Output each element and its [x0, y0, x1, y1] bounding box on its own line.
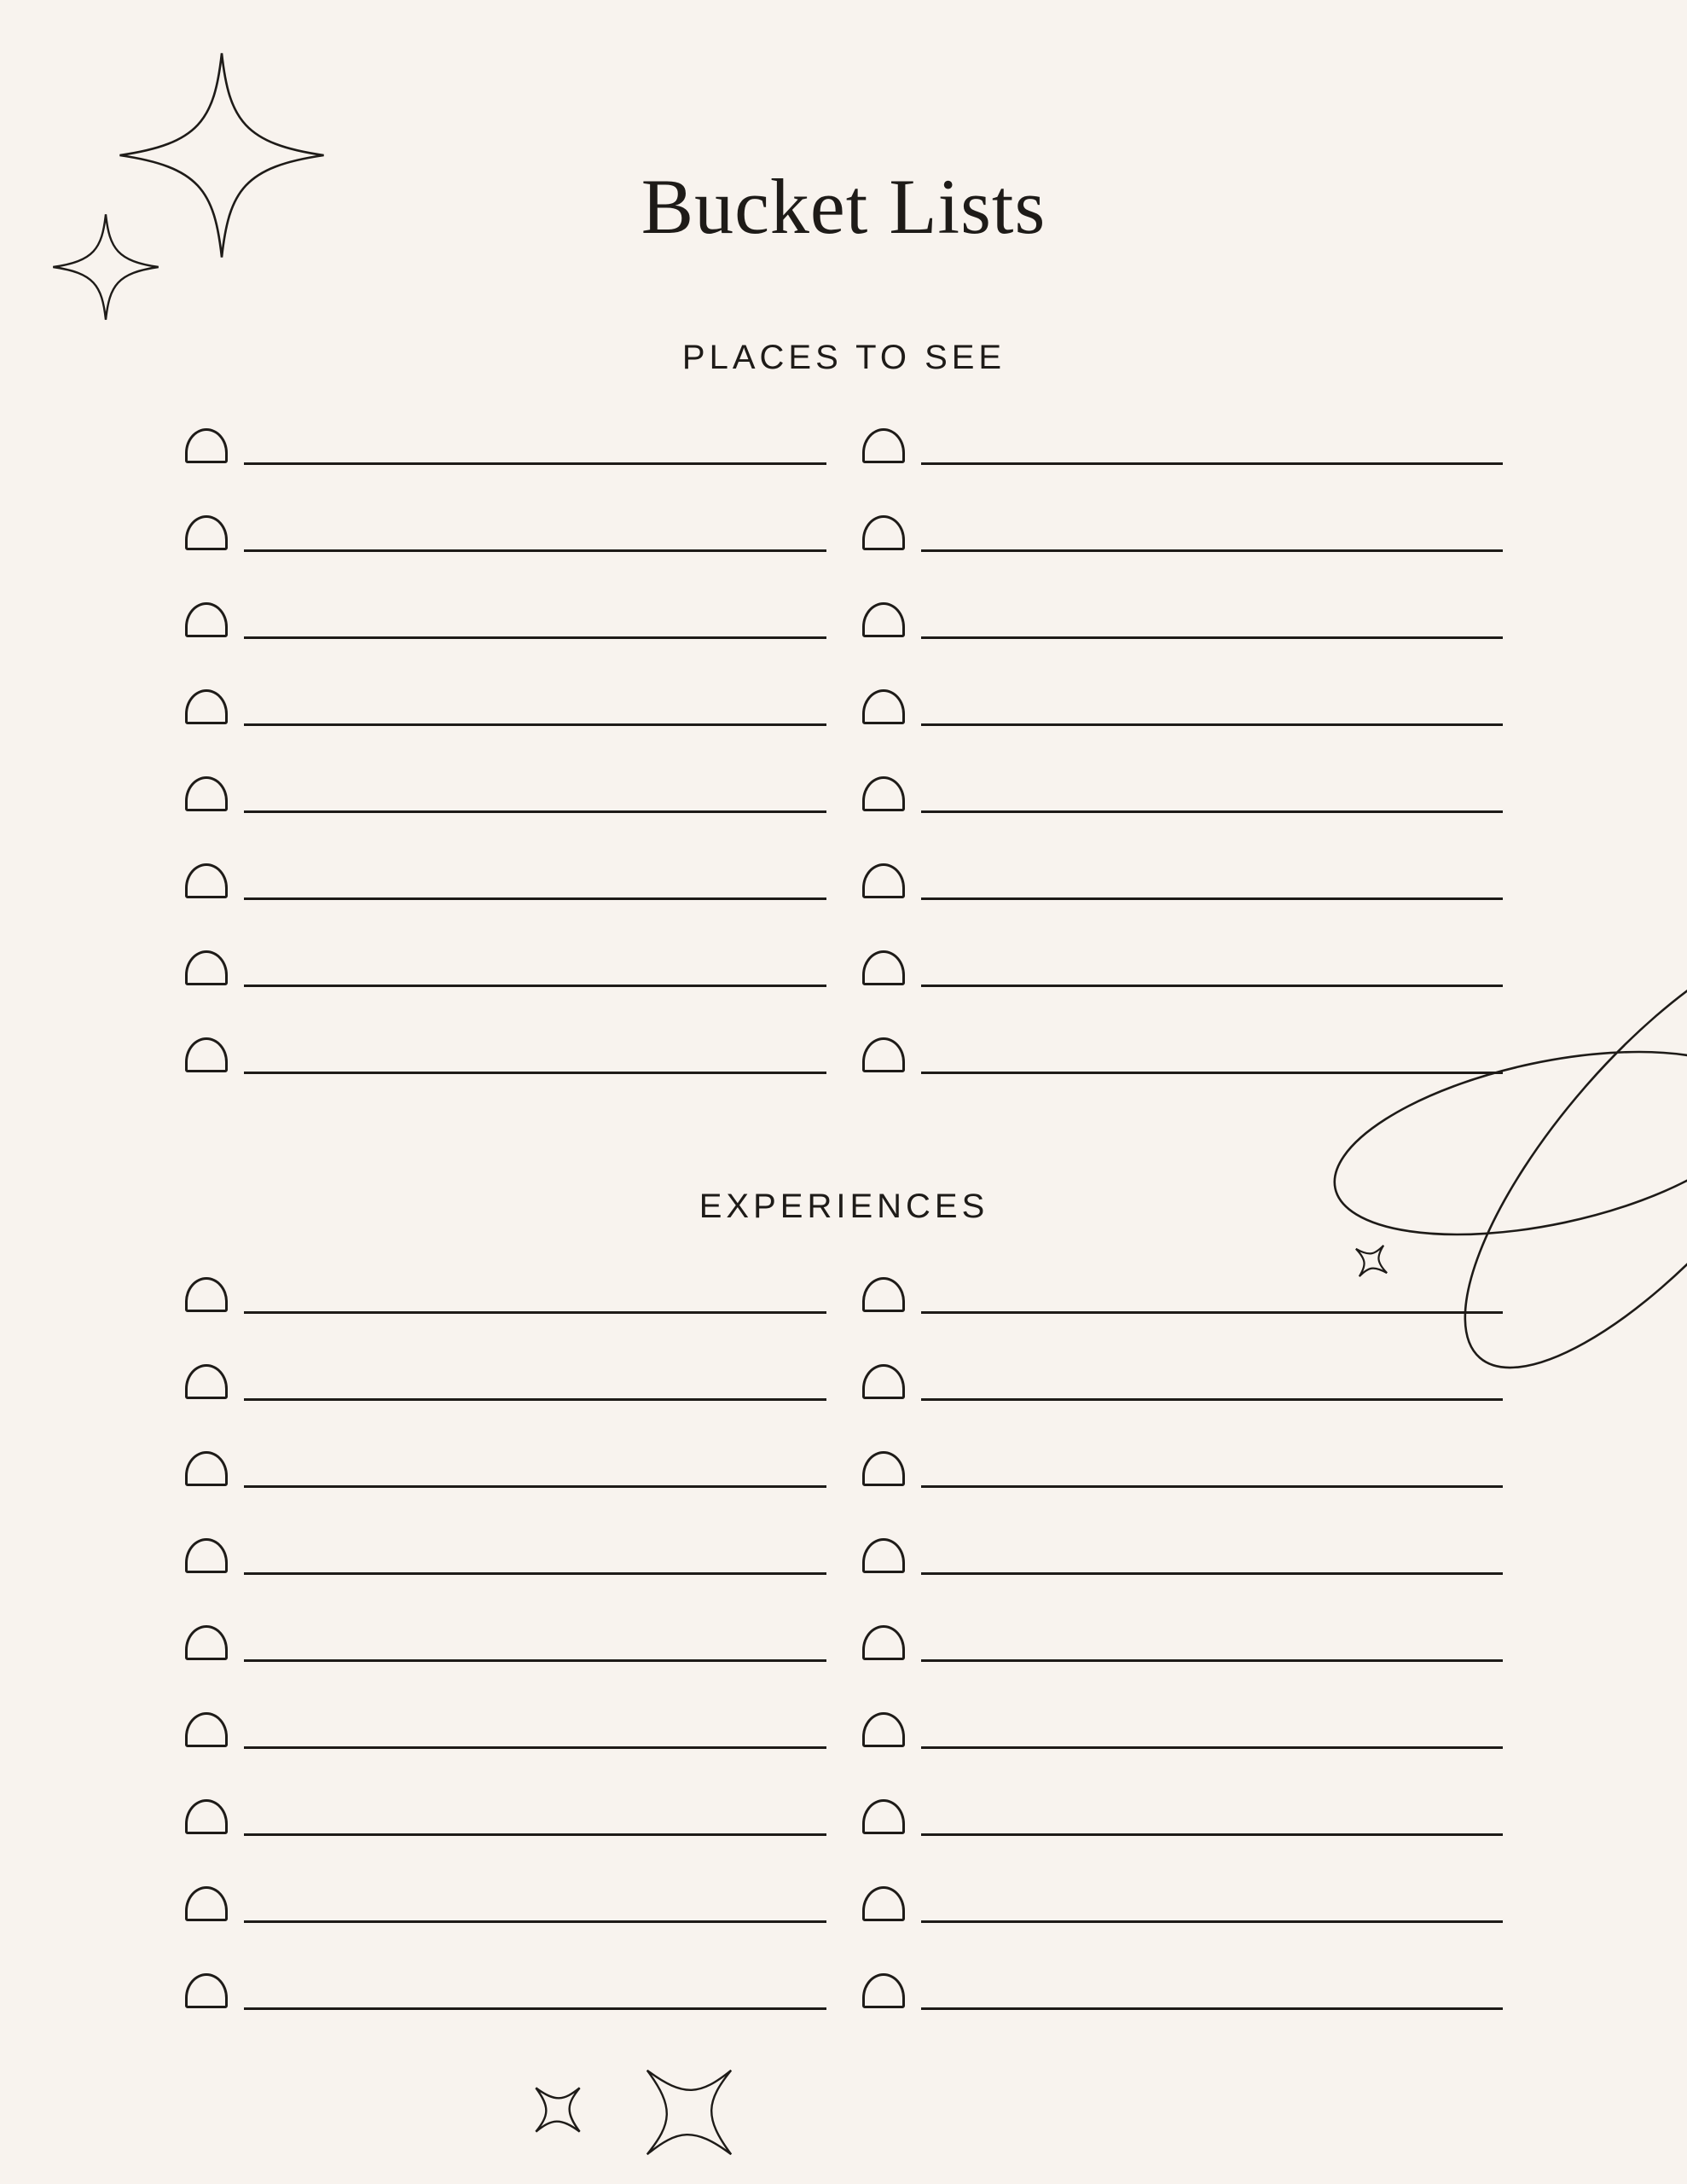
checkbox[interactable] — [185, 1625, 228, 1660]
checkbox[interactable] — [185, 1451, 228, 1486]
entry-line[interactable] — [244, 1799, 826, 1836]
entry-line[interactable] — [244, 1886, 826, 1923]
checklist-column — [862, 428, 1504, 1124]
checklist-item — [185, 1364, 826, 1401]
checkbox[interactable] — [862, 1451, 905, 1486]
checkbox[interactable] — [862, 1799, 905, 1834]
checkbox[interactable] — [862, 1886, 905, 1921]
section-experiences — [185, 1182, 1503, 2060]
checklist-item — [862, 602, 1504, 639]
checklist-item — [862, 863, 1504, 900]
checklist-item — [185, 1538, 826, 1575]
entry-line[interactable] — [244, 950, 826, 987]
checklist-item — [185, 428, 826, 465]
entry-line[interactable] — [921, 1799, 1504, 1836]
entry-line[interactable] — [921, 950, 1504, 987]
checkbox[interactable] — [862, 1625, 905, 1660]
checkbox[interactable] — [185, 863, 228, 898]
entry-line[interactable] — [244, 1037, 826, 1074]
entry-line[interactable] — [921, 1625, 1504, 1662]
checklist-item — [862, 1364, 1504, 1401]
entry-line[interactable] — [244, 515, 826, 552]
entry-line[interactable] — [921, 1538, 1504, 1575]
checkbox[interactable] — [862, 515, 905, 550]
checklist-item — [862, 515, 1504, 552]
checkbox[interactable] — [185, 428, 228, 463]
checkbox[interactable] — [862, 776, 905, 811]
section-places — [185, 334, 1503, 1124]
entry-line[interactable] — [244, 1712, 826, 1749]
checkbox[interactable] — [862, 1277, 905, 1312]
checkbox[interactable] — [185, 1037, 228, 1072]
entry-line[interactable] — [244, 1538, 826, 1575]
checkbox[interactable] — [185, 776, 228, 811]
checklist-item — [862, 1973, 1504, 2010]
checklist-item — [185, 863, 826, 900]
checklist-column — [185, 428, 826, 1124]
entry-line[interactable] — [244, 602, 826, 639]
entry-line[interactable] — [921, 428, 1504, 465]
checkbox[interactable] — [185, 1364, 228, 1399]
checkbox[interactable] — [185, 1799, 228, 1834]
checkbox[interactable] — [185, 1886, 228, 1921]
checklist-item — [185, 1277, 826, 1314]
checkbox[interactable] — [862, 428, 905, 463]
checklist-item — [185, 1625, 826, 1662]
entry-line[interactable] — [244, 1625, 826, 1662]
checkbox[interactable] — [185, 1538, 228, 1573]
section-rows — [185, 1277, 1503, 2060]
entry-line[interactable] — [921, 1886, 1504, 1923]
checkbox[interactable] — [862, 1973, 905, 2008]
checklist-item — [862, 1799, 1504, 1836]
checkbox[interactable] — [185, 689, 228, 724]
entry-line[interactable] — [921, 1712, 1504, 1749]
entry-line[interactable] — [921, 1277, 1504, 1314]
page-title: Bucket Lists — [641, 163, 1046, 250]
checklist-item — [185, 776, 826, 813]
checkbox[interactable] — [185, 1277, 228, 1312]
checklist-item — [862, 1538, 1504, 1575]
section-heading-experiences: EXPERIENCES — [699, 1188, 989, 1225]
checkbox[interactable] — [185, 950, 228, 985]
checkbox[interactable] — [862, 1364, 905, 1399]
checklist-item — [862, 776, 1504, 813]
entry-line[interactable] — [244, 1364, 826, 1401]
entry-line[interactable] — [921, 689, 1504, 726]
checklist-column — [862, 1277, 1504, 2060]
entry-line[interactable] — [244, 1277, 826, 1314]
checklist-item — [185, 1037, 826, 1074]
checklist-item — [185, 950, 826, 987]
checklist-item — [862, 950, 1504, 987]
entry-line[interactable] — [921, 602, 1504, 639]
checklist-item — [862, 1037, 1504, 1074]
entry-line[interactable] — [921, 1973, 1504, 2010]
checklist-item — [185, 1886, 826, 1923]
checklist-column — [185, 1277, 826, 2060]
checkbox[interactable] — [862, 1712, 905, 1747]
checkbox[interactable] — [185, 602, 228, 637]
checkbox[interactable] — [862, 689, 905, 724]
checklist-item — [862, 1277, 1504, 1314]
checkbox[interactable] — [185, 1712, 228, 1747]
entry-line[interactable] — [244, 1973, 826, 2010]
checklist-item — [185, 1451, 826, 1488]
entry-line[interactable] — [921, 1451, 1504, 1488]
checkbox[interactable] — [862, 602, 905, 637]
checklist-item — [185, 1973, 826, 2010]
entry-line[interactable] — [921, 515, 1504, 552]
checklist-item — [185, 515, 826, 552]
checklist-item — [185, 1799, 826, 1836]
checklist-item — [862, 689, 1504, 726]
entry-line[interactable] — [244, 776, 826, 813]
checklist-item — [862, 428, 1504, 465]
entry-line[interactable] — [921, 776, 1504, 813]
entry-line[interactable] — [244, 863, 826, 900]
checklist-item — [185, 1712, 826, 1749]
entry-line[interactable] — [244, 689, 826, 726]
checkbox[interactable] — [862, 1037, 905, 1072]
checklist-item — [862, 1712, 1504, 1749]
entry-line[interactable] — [244, 1451, 826, 1488]
checklist-item — [862, 1625, 1504, 1662]
checklist-item — [862, 1886, 1504, 1923]
sparkle-x-small-icon — [514, 2066, 602, 2154]
checkbox[interactable] — [862, 950, 905, 985]
entry-line[interactable] — [921, 863, 1504, 900]
section-rows — [185, 428, 1503, 1124]
entry-line[interactable] — [244, 428, 826, 465]
checkbox[interactable] — [862, 1538, 905, 1573]
entry-line[interactable] — [921, 1037, 1504, 1074]
checkbox[interactable] — [862, 863, 905, 898]
checklist-item — [862, 1451, 1504, 1488]
section-heading-places: PLACES TO SEE — [681, 339, 1006, 376]
checkbox[interactable] — [185, 515, 228, 550]
checklist-item — [185, 689, 826, 726]
checklist-item — [185, 602, 826, 639]
entry-line[interactable] — [921, 1364, 1504, 1401]
checkbox[interactable] — [185, 1973, 228, 2008]
